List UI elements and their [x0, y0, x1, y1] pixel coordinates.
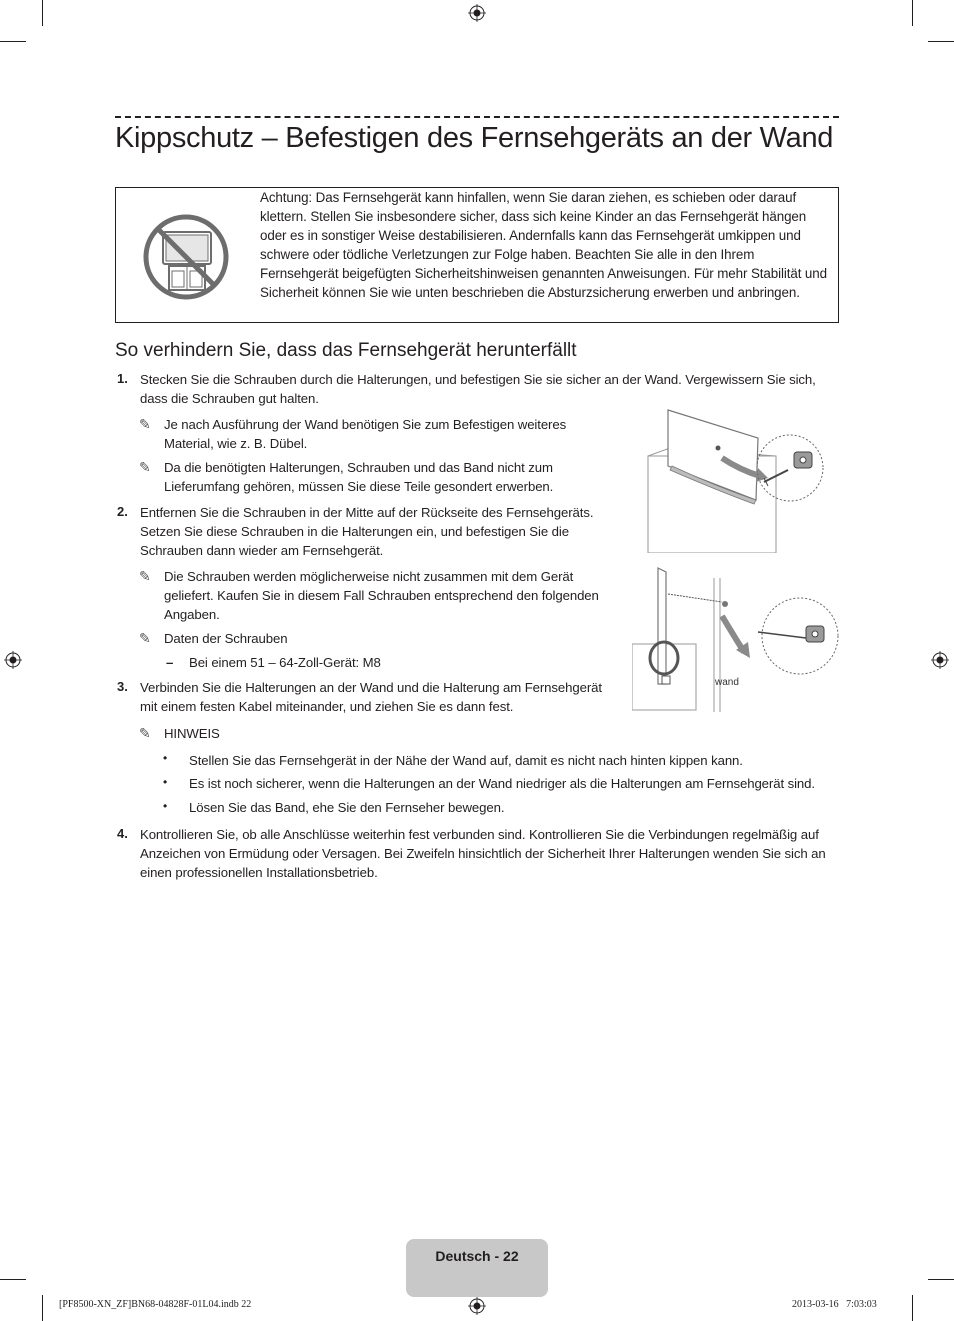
warning-box	[115, 187, 839, 323]
warning-text: Achtung: Das Fernsehgerät kann hinfallen, wenn Sie daran ziehen, es schieben oder darauf klettern. Stellen Sie insbesondere sicher, dass sich keine Kinder an das Fernsehgerät hängen oder es in sonstiger Weise destabilisieren. Andernfalls kann das Fernsehgerät umkippen und schwere oder tödliche Verletzungen zur Folge haben. Beachten Sie alle in den Ihrem Fernsehgerät beigefügten Sicherheitshinweisen genannten Anweisungen. Für mehr Stabilität und Sicherheit können Sie wie unten beschrieben die Absturzsicherung erwerben und anbringen.	[260, 190, 827, 301]
step-3-text: Verbinden Sie die Halterungen an der Wand und die Halterung am Fernsehgerät mit einem festen Kabel miteinander, und ziehen Sie es dann fest.	[140, 680, 602, 715]
bullet-icon: •	[163, 799, 168, 813]
note-pencil-icon: ✎	[139, 568, 151, 584]
step-number: 1.	[117, 371, 128, 386]
wall-label: wand	[715, 677, 739, 688]
registration-mark-icon	[4, 651, 22, 669]
note-pencil-icon: ✎	[139, 630, 151, 646]
tv-bracket-illustration	[640, 408, 830, 553]
page-number: Deutsch - 22	[435, 1248, 519, 1264]
bullet-item: Stellen Sie das Fernsehgerät in der Nähe der Wand auf, damit es nicht nach hinten kippen kann.	[189, 753, 743, 768]
title-rule	[115, 116, 839, 118]
screw-spec: Bei einem 51 – 64-Zoll-Gerät: M8	[189, 655, 381, 670]
note-pencil-icon: ✎	[139, 725, 151, 741]
no-climbing-tv-icon	[141, 212, 231, 302]
crop-mark	[0, 41, 26, 42]
crop-mark	[912, 0, 913, 26]
bullet-item: Es ist noch sicherer, wenn die Halterungen an der Wand niedriger als die Halterungen am Fernsehgerät sind.	[189, 776, 815, 791]
crop-mark	[0, 1279, 26, 1280]
note-label: HINWEIS	[164, 726, 220, 741]
step-1-note-2: Da die benötigten Halterungen, Schrauben und das Band nicht zum Lieferumfang gehören, müssen Sie diese Teile gesondert erwerben.	[164, 460, 554, 495]
step-1-text: Stecken Sie die Schrauben durch die Halterungen, und befestigen Sie sie sicher an der Wand. Vergewissern Sie sich, dass die Schrauben gut halten.	[140, 372, 816, 407]
section-heading: So verhindern Sie, dass das Fernsehgerät herunterfällt	[115, 340, 577, 361]
crop-mark	[42, 1295, 43, 1321]
registration-mark-icon	[468, 1297, 486, 1315]
wall-side-illustration	[632, 566, 840, 712]
print-timestamp: 2013-03-16 7:03:03	[792, 1299, 877, 1310]
page-number-tab	[406, 1239, 548, 1297]
bullet-icon: •	[163, 751, 168, 765]
step-1-note-1: Je nach Ausführung der Wand benötigen Sie zum Befestigen weiteres Material, wie z. B. Dübel.	[164, 417, 567, 452]
step-number: 3.	[117, 679, 128, 694]
step-number: 2.	[117, 504, 128, 519]
bullet-icon: •	[163, 775, 168, 789]
crop-mark	[928, 41, 954, 42]
crop-mark	[928, 1279, 954, 1280]
step-4-text: Kontrollieren Sie, ob alle Anschlüsse weiterhin fest verbunden sind. Kontrollieren Sie die Verbindungen regelmäßig auf Anzeichen von Ermüdung oder Versagen. Bei Zweifeln hinsichtlich der Sicherheit Ihrer Halterungen wenden Sie sich an einen professionellen Installationsbetrieb.	[140, 827, 826, 881]
step-2-text: Entfernen Sie die Schrauben in der Mitte auf der Rückseite des Fernsehgeräts. Setzen Sie diese Schrauben in die Halterungen ein, und befestigen Sie die Schrauben dann wieder am Fernsehgerät.	[140, 505, 594, 559]
note-pencil-icon: ✎	[139, 459, 151, 475]
dash-marker: –	[166, 655, 174, 670]
registration-mark-icon	[468, 4, 486, 22]
file-info: [PF8500-XN_ZF]BN68-04828F-01L04.indb 22	[59, 1299, 252, 1310]
step-2-note-2: Daten der Schrauben	[164, 631, 288, 646]
crop-mark	[912, 1295, 913, 1321]
note-pencil-icon: ✎	[139, 416, 151, 432]
crop-mark	[42, 0, 43, 26]
step-2-note-1: Die Schrauben werden möglicherweise nicht zusammen mit dem Gerät geliefert. Kaufen Sie in diesem Fall Schrauben entsprechend den folgenden Angaben.	[164, 569, 599, 623]
page-title: Kippschutz – Befestigen des Fernsehgeräts an der Wand	[115, 122, 834, 154]
step-number: 4.	[117, 826, 128, 841]
bullet-item: Lösen Sie das Band, ehe Sie den Fernseher bewegen.	[189, 800, 505, 815]
registration-mark-icon	[931, 651, 949, 669]
